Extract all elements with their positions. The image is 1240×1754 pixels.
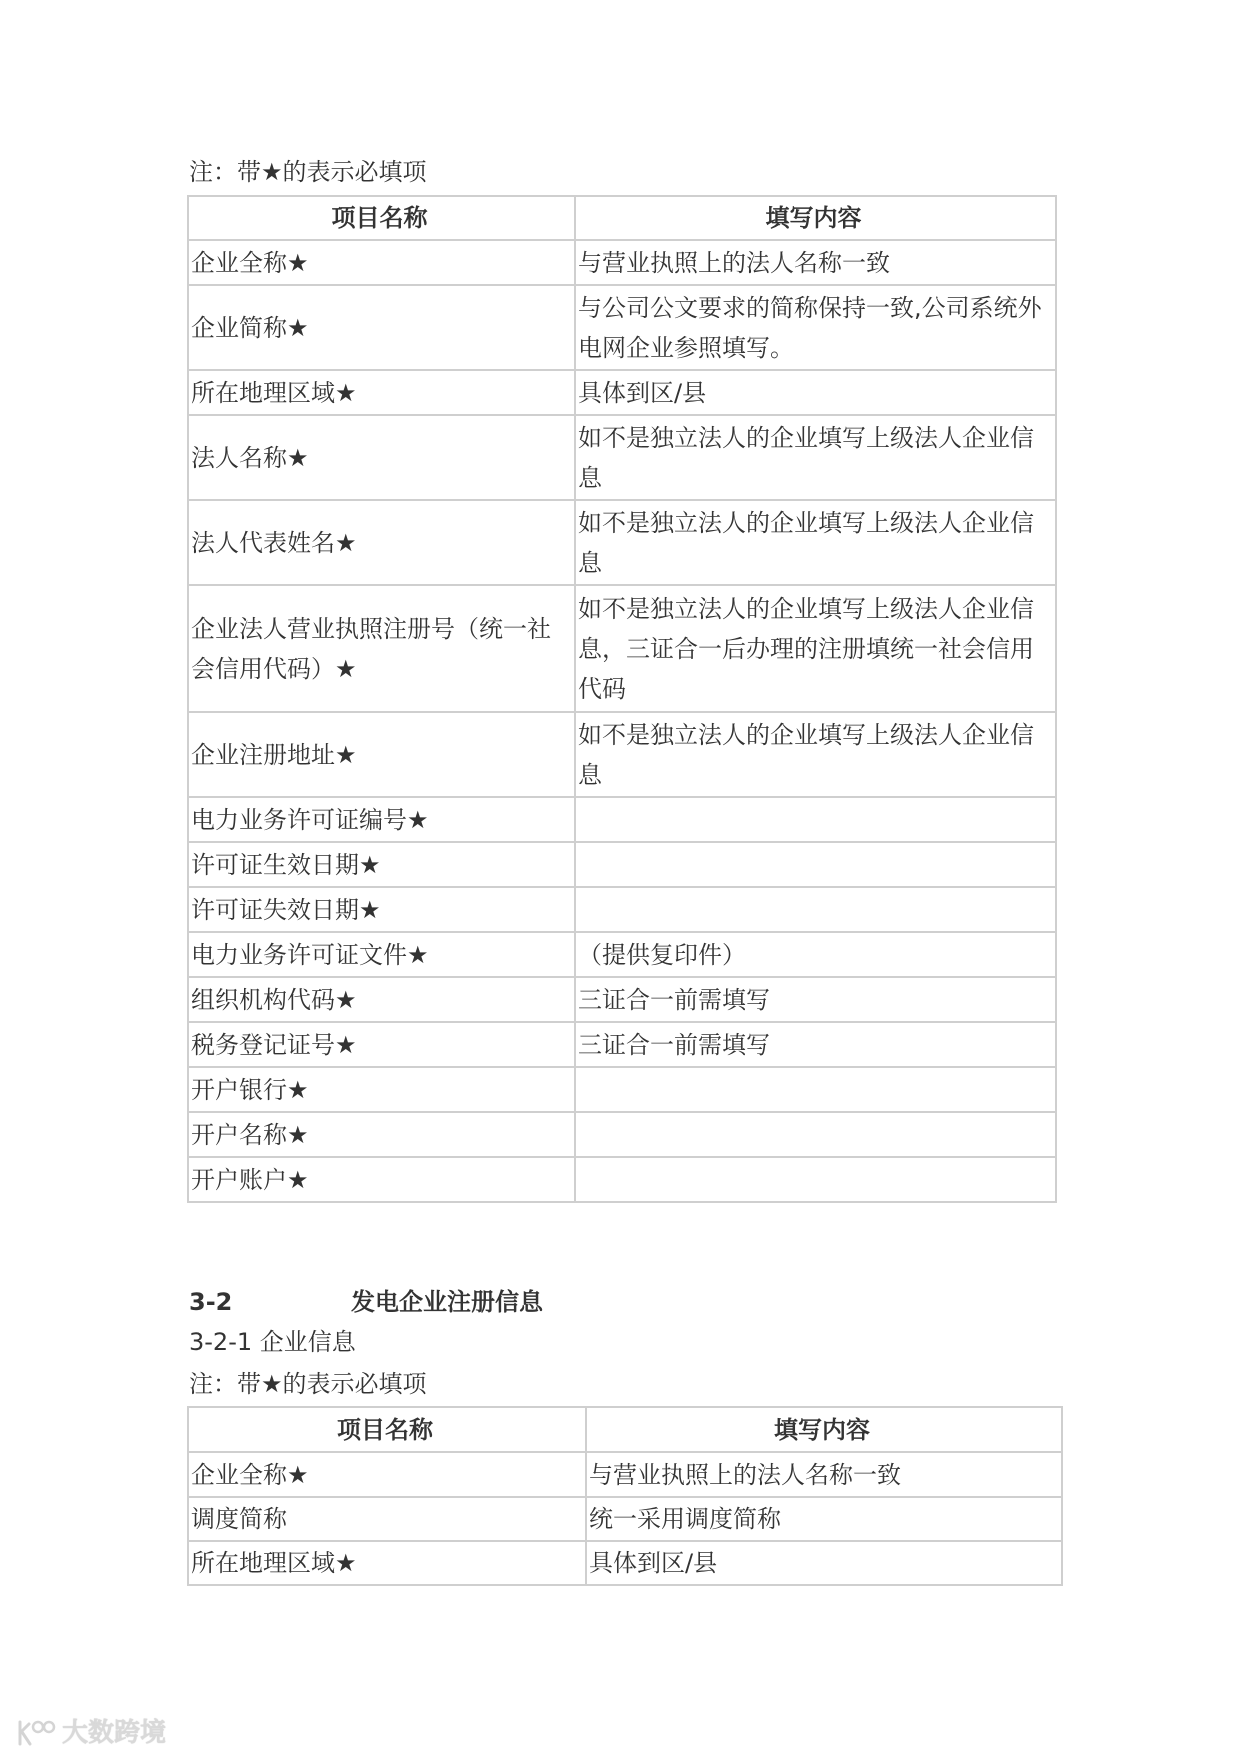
table-row xyxy=(188,240,1056,285)
item-name-cell: 开户银行★ xyxy=(188,1067,575,1112)
item-name-cell: 所在地理区域★ xyxy=(188,1541,586,1585)
table-row xyxy=(188,370,1056,415)
table-row xyxy=(188,1452,1062,1497)
item-name-cell: 法人代表姓名★ xyxy=(188,500,575,585)
watermark-text: 大数跨境 xyxy=(62,1718,167,1748)
item-name-cell: 所在地理区域★ xyxy=(188,370,575,415)
table-row xyxy=(188,932,1056,977)
fill-content-cell: 具体到区/县 xyxy=(575,370,1056,415)
table-row xyxy=(188,797,1056,842)
fill-content-cell: 与营业执照上的法人名称一致 xyxy=(586,1452,1062,1497)
item-name-cell: 开户名称★ xyxy=(188,1112,575,1157)
table-row xyxy=(188,842,1056,887)
fill-content-cell xyxy=(575,887,1056,932)
item-name-cell: 许可证失效日期★ xyxy=(188,887,575,932)
item-name-cell: 税务登记证号★ xyxy=(188,1022,575,1067)
item-name-cell: 企业全称★ xyxy=(188,240,575,285)
item-name-cell: 电力业务许可证编号★ xyxy=(188,797,575,842)
fill-content-cell: （提供复印件） xyxy=(575,932,1056,977)
item-name-cell: 企业简称★ xyxy=(188,285,575,370)
fill-content-cell xyxy=(575,1067,1056,1112)
item-name-cell: 电力业务许可证文件★ xyxy=(188,932,575,977)
fill-content-cell xyxy=(575,797,1056,842)
table-row xyxy=(188,1497,1062,1541)
section-number: 3-2 xyxy=(189,1288,233,1316)
table-row xyxy=(188,1541,1062,1585)
table-header-row xyxy=(188,196,1056,240)
table-row xyxy=(188,1022,1056,1067)
section-title: 发电企业注册信息 xyxy=(351,1288,543,1316)
fill-content-cell: 如不是独立法人的企业填写上级法人企业信息 xyxy=(575,415,1056,500)
required-note: 注：带★的表示必填项 xyxy=(189,1370,427,1398)
item-name-cell: 调度简称 xyxy=(188,1497,586,1541)
fill-content-cell: 具体到区/县 xyxy=(586,1541,1062,1585)
enterprise-info-table xyxy=(187,195,1057,1203)
required-note: 注：带★的表示必填项 xyxy=(189,158,427,186)
table-row xyxy=(188,977,1056,1022)
item-name-cell: 企业法人营业执照注册号（统一社会信用代码）★ xyxy=(188,585,575,712)
fill-content-cell xyxy=(575,1157,1056,1202)
fill-content-cell: 如不是独立法人的企业填写上级法人企业信息 xyxy=(575,500,1056,585)
table-row xyxy=(188,712,1056,797)
fill-content-cell xyxy=(575,1112,1056,1157)
fill-content-cell: 统一采用调度简称 xyxy=(586,1497,1062,1541)
watermark xyxy=(16,1716,166,1750)
column-header-fill-content: 填写内容 xyxy=(586,1407,1062,1452)
table-row xyxy=(188,1112,1056,1157)
item-name-cell: 企业注册地址★ xyxy=(188,712,575,797)
fill-content-cell: 三证合一前需填写 xyxy=(575,977,1056,1022)
fill-content-cell: 与公司公文要求的简称保持一致,公司系统外电网企业参照填写。 xyxy=(575,285,1056,370)
table-header-row xyxy=(188,1407,1062,1452)
item-name-cell: 许可证生效日期★ xyxy=(188,842,575,887)
table-row xyxy=(188,1157,1056,1202)
fill-content-cell xyxy=(575,842,1056,887)
generation-enterprise-info-table xyxy=(187,1406,1063,1586)
table-row xyxy=(188,887,1056,932)
subsection-heading: 3-2-1 企业信息 xyxy=(189,1328,356,1356)
brand-logo-icon xyxy=(16,1718,56,1748)
item-name-cell: 开户账户★ xyxy=(188,1157,575,1202)
table-row xyxy=(188,500,1056,585)
item-name-cell: 组织机构代码★ xyxy=(188,977,575,1022)
fill-content-cell: 如不是独立法人的企业填写上级法人企业信息 xyxy=(575,712,1056,797)
table-row xyxy=(188,415,1056,500)
item-name-cell: 企业全称★ xyxy=(188,1452,586,1497)
fill-content-cell: 三证合一前需填写 xyxy=(575,1022,1056,1067)
item-name-cell: 法人名称★ xyxy=(188,415,575,500)
table-row xyxy=(188,285,1056,370)
fill-content-cell: 如不是独立法人的企业填写上级法人企业信息，三证合一后办理的注册填统一社会信用代码 xyxy=(575,585,1056,712)
column-header-item-name: 项目名称 xyxy=(188,1407,586,1452)
fill-content-cell: 与营业执照上的法人名称一致 xyxy=(575,240,1056,285)
column-header-fill-content: 填写内容 xyxy=(575,196,1056,240)
column-header-item-name: 项目名称 xyxy=(188,196,575,240)
table-row xyxy=(188,585,1056,712)
table-row xyxy=(188,1067,1056,1112)
